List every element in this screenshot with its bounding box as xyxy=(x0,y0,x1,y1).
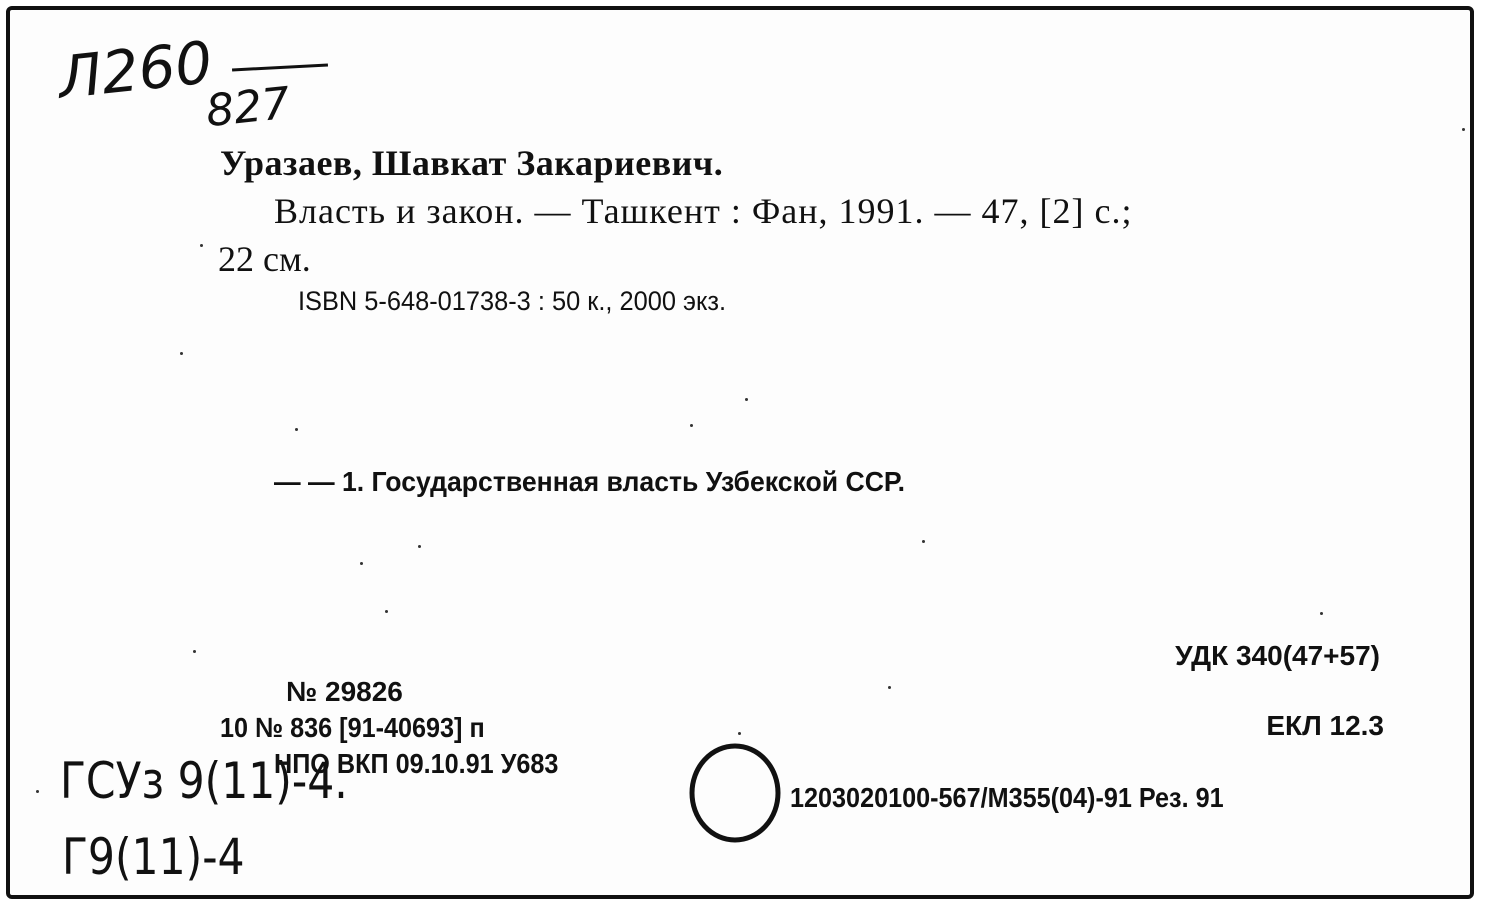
scan-speck xyxy=(385,610,388,613)
print-publisher: НПО ВКП 09.10.91 У683 xyxy=(274,748,559,779)
scan-speck xyxy=(738,732,741,735)
size-line: 22 см. xyxy=(218,239,311,279)
handwritten-note-1: ГСУз 9(11)-4. xyxy=(60,752,348,810)
subject-heading: — — 1. Государственная власть Узбекской ССР. xyxy=(274,466,906,497)
scan-speck xyxy=(922,540,925,543)
scan-speck xyxy=(295,428,298,431)
scan-speck xyxy=(360,562,363,565)
print-order: 10 № 836 [91-40693] п xyxy=(220,712,485,743)
scan-speck xyxy=(745,398,748,401)
shelf-mark-main: Л260 xyxy=(54,28,216,112)
title-line: Власть и закон. — Ташкент : Фан, 1991. — 47, [2] с.; xyxy=(274,191,1133,231)
handwritten-note-2: Г9(11)-4 xyxy=(62,828,245,886)
isbn-line: ISBN 5-648-01738-3 : 50 к., 2000 экз. xyxy=(298,286,727,316)
scan-speck xyxy=(888,686,891,689)
ekl-code: ЕКЛ 12.3 xyxy=(1266,710,1384,741)
classification-code: 1203020100-567/М355(04)-91 Рез. 91 xyxy=(790,782,1224,813)
print-number: № 29826 xyxy=(286,676,403,707)
scan-speck xyxy=(36,790,39,793)
scan-speck xyxy=(418,545,421,548)
author-heading: Уразаев, Шавкат Закариевич. xyxy=(220,143,724,183)
scan-speck xyxy=(180,352,183,355)
scan-speck xyxy=(193,650,196,653)
udk-code: УДК 340(47+57) xyxy=(1175,640,1380,671)
scan-speck xyxy=(1320,612,1323,615)
shelf-mark-sub: 827 xyxy=(203,77,293,138)
scan-speck xyxy=(200,244,203,247)
scan-speck xyxy=(1462,128,1465,131)
scan-speck xyxy=(690,424,693,427)
